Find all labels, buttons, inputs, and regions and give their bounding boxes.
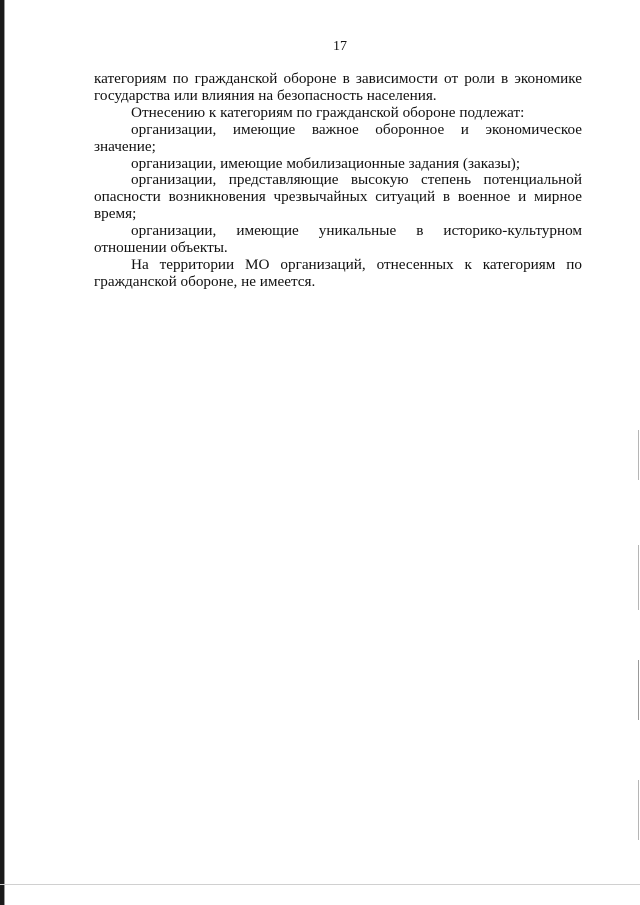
body-text	[94, 71, 582, 291]
list-item: организации, имеющие уникальные в историко-культурном отношении объекты.	[94, 222, 582, 257]
paragraph-conclusion: На территории МО организаций, отнесенных к категориям по гражданской обороне, не имеется.	[94, 255, 582, 290]
paragraph-lead: Отнесению к категориям по гражданской обороне подлежат:	[131, 103, 525, 121]
scan-edge-left-shadow	[4, 0, 5, 905]
scan-bottom-line	[0, 884, 640, 885]
paragraph-intro: категориям по гражданской обороне в зависимости от роли в экономике государства или влияния на безопасность населения.	[94, 70, 582, 104]
list-item: организации, имеющие мобилизационные задания (заказы);	[131, 154, 521, 172]
scan-mark-right	[638, 780, 639, 840]
list-item: организации, имеющие важное оборонное и экономическое значение;	[94, 120, 582, 155]
scan-mark-right	[638, 660, 639, 720]
list-item: организации, представляющие высокую степень потенциальной опасности возникновения чрезвычайных ситуаций в военное и мирное время;	[94, 171, 582, 223]
scan-mark-right	[638, 545, 639, 610]
scan-mark-right	[638, 430, 639, 480]
page-number: 17	[333, 39, 347, 54]
